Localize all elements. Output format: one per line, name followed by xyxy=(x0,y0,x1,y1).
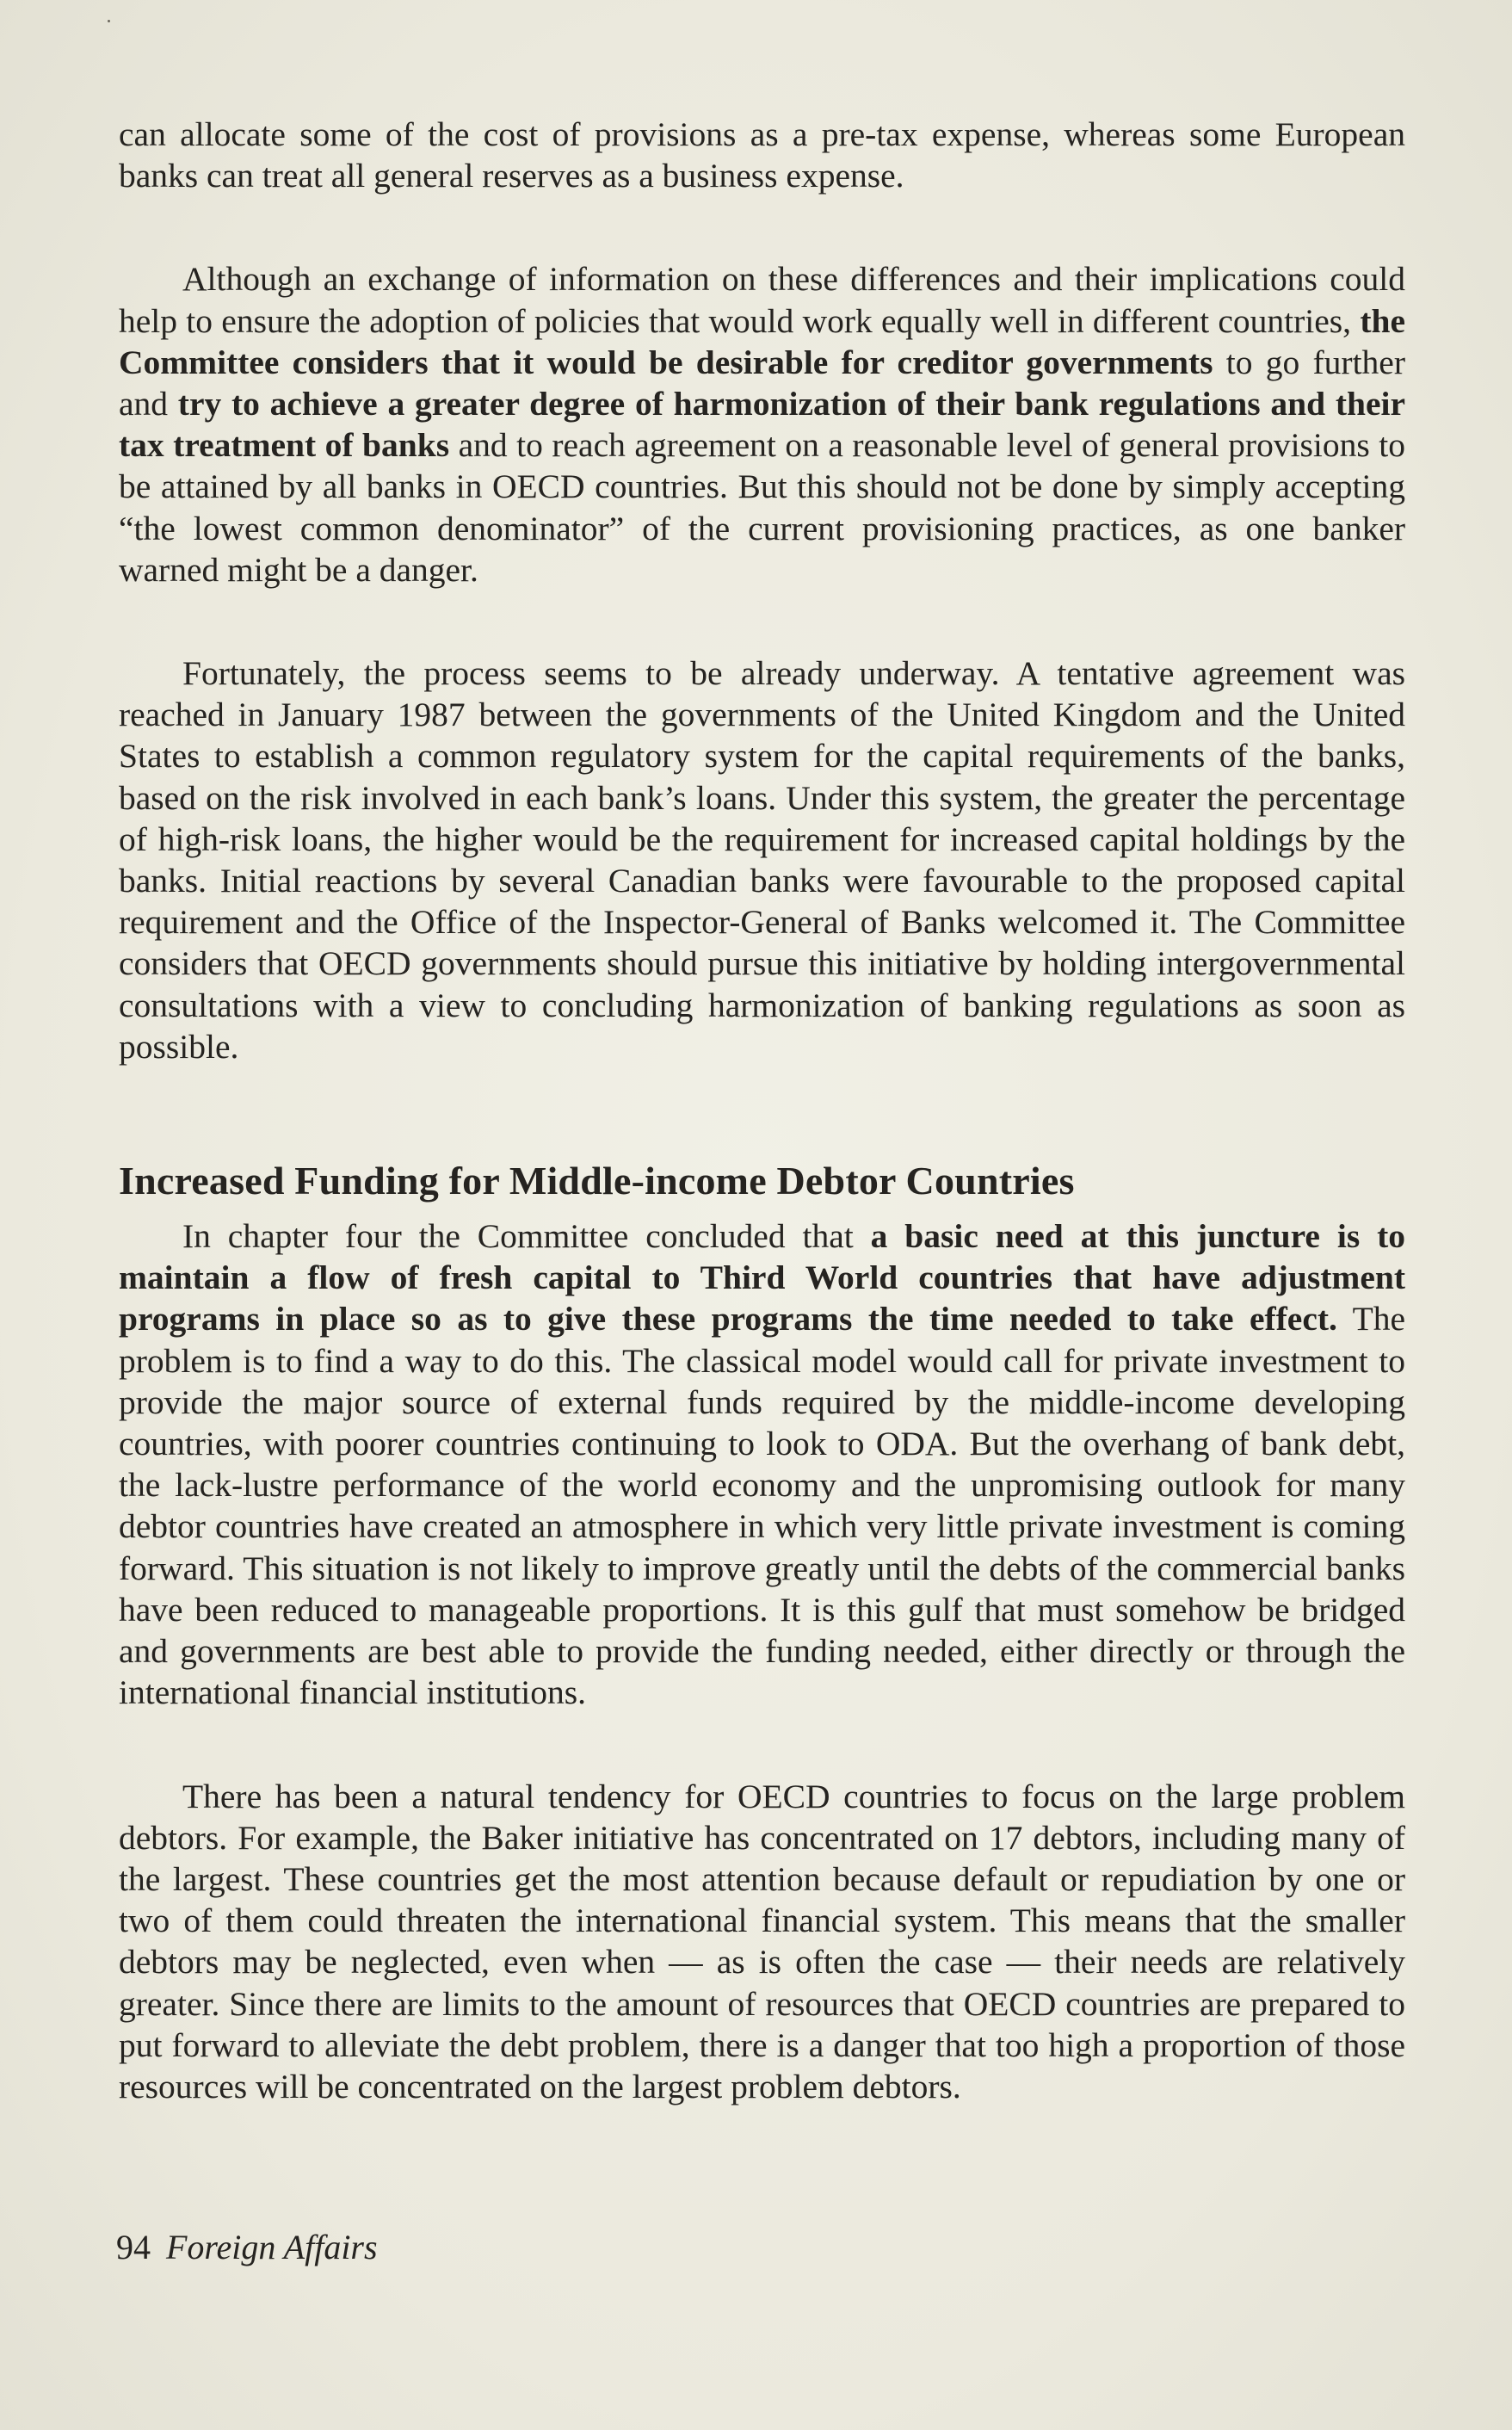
paragraph-problem-debtors xyxy=(119,1776,1405,2108)
page-number: 94 xyxy=(116,2228,151,2266)
paragraph-text: There has been a natural tendency for OECD countries to focus on the large problem debtors. For example, the Baker initiative has concentrated on 17 debtors, including many of the largest. These countries get the most attention because default or repudiation by one or two of them could threaten the international financial system. This means that the smaller debtors may be neglected, even when — as is often the case — their needs are relatively greater. Since there are limits to the amount of resources that OECD countries are prepared to put forward to alleviate the debt problem, there is a danger that too high a proportion of those resources will be concentrated on the largest problem debtors. xyxy=(119,1777,1405,2105)
paragraph-text: Fortunately, the process seems to be already underway. A tentative agreement was reached in January 1987 between the governments of the United Kingdom and the United States to establish a common regulatory system for the capital requirements of the banks, based on the risk involved in each bank’s loans. Under this system, the greater the percentage of high-risk loans, the higher would be the requirement for increased capital holdings by the banks. Initial reactions by several Canadian banks were favourable to the proposed capital requirement and the Office of the Inspector-General of Banks welcomed it. The Committee considers that OECD governments should pursue this initiative by holding intergovernmental consultations with a view to concluding harmonization of banking regulations as soon as possible. xyxy=(119,654,1405,1066)
paragraph-continued xyxy=(119,114,1405,196)
emphasis-text: the Committee considers that it would be desirable for creditor governments xyxy=(119,301,1405,381)
paragraph-text: can allocate some of the cost of provisions as a pre-tax expense, whereas some European banks can treat all general reserves as a business expense. xyxy=(119,115,1405,195)
paragraph-text: In chapter four the Committee concluded that xyxy=(182,1217,871,1256)
paragraph-fresh-capital xyxy=(119,1215,1405,1713)
paragraph-spacer xyxy=(119,590,1405,652)
paragraph-harmonization xyxy=(119,258,1405,590)
paper-speck xyxy=(108,20,110,22)
paragraph-text: and to reach agreement on a reasonable level of general provisions to be attained by all banks in OECD countries. But this should not be done by simply accepting “the lowest common denominator” of the current provisioning practices, as one banker warned might be a danger. xyxy=(119,426,1405,589)
section-spacer xyxy=(119,1067,1405,1157)
paragraph-text: to go further and xyxy=(119,343,1405,424)
emphasis-text: try to achieve a greater degree of harmonization of their bank regulations and their tax treatment of banks xyxy=(119,385,1405,465)
paragraph-spacer xyxy=(119,196,1405,258)
paragraph-spacer xyxy=(119,1714,1405,1776)
emphasis-text: a basic need at this juncture is to maintain a flow of fresh capital to Third World countries that have adjustment programs in place so as to give these programs the time needed to take effect. xyxy=(119,1217,1405,1339)
paragraph-text: Although an exchange of information on these differences and their implications could help to ensure the adoption of policies that would work equally well in different countries, xyxy=(119,260,1405,340)
paragraph-process-underway xyxy=(119,652,1405,1067)
section-heading: Increased Funding for Middle-income Debtor Countries xyxy=(119,1159,1075,1203)
page-footer xyxy=(116,2227,378,2268)
heading-spacer xyxy=(119,1205,1405,1215)
text-column xyxy=(119,114,1405,2107)
running-title: Foreign Affairs xyxy=(166,2228,378,2266)
paragraph-text: The problem is to find a way to do this. The classical model would call for private investment to provide the major source of external funds required by the middle-income developing countries, with poorer countries continuing to look to ODA. But the overhang of bank debt, the lack-lustre performance of the world economy and the unpromising outlook for many debtor countries have created an atmosphere in which very little private investment is coming forward. This situation is not likely to improve greatly until the debts of the commercial banks have been reduced to manageable proportions. It is this gulf that must somehow be bridged and governments are best able to provide the funding needed, either directly or through the international financial institutions. xyxy=(119,1300,1405,1712)
